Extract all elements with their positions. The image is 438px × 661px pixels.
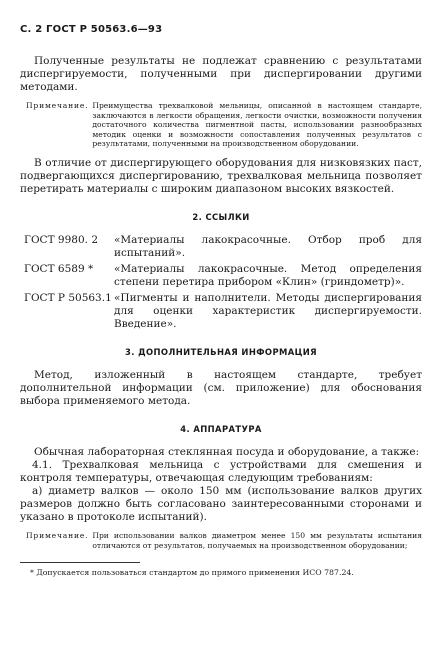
reference-code: ГОСТ Р 50563.1 <box>24 291 112 304</box>
item-4-1-a: а) диаметр валков — около 150 мм (использование валков других размеров должно быть согласовано заинтересованными сторонами и указано в протоколе испытаний). <box>20 484 422 523</box>
section-4-intro: Обычная лабораторная стеклянная посуда и оборудование, а также: <box>34 445 420 458</box>
section-2-title: 2. ССЫЛКИ <box>192 211 250 222</box>
note-2 <box>26 531 422 550</box>
page-header: С. 2 ГОСТ Р 50563.6—93 <box>20 24 163 35</box>
section-3-text: Метод, изложенный в настоящем стандарте, требует дополнительной информации (см. приложение) для обоснования выбора применяемого метода. <box>20 368 422 407</box>
document-page <box>20 24 422 578</box>
reference-item <box>20 292 422 331</box>
note-1-text: Преимущества трехвалковой мельницы, описанной в настоящем стандарте, заключаются в легкости обращения, легкости очистки, возможности получения достаточного количества пигментной пасты, использовании разнообразных методик оценки и возможности сопоставления полученных результатов с результатами, полученными на производственном оборудовании. <box>92 101 422 149</box>
footnote-separator <box>20 562 140 563</box>
note-2-label: Примечание. <box>26 530 89 540</box>
footnote: * Допускается пользоваться стандартом до прямого применения ИСО 787.24. <box>30 568 354 578</box>
intro-paragraph: Полученные результаты не подлежат сравнению с результатами диспергируемости, полученными при диспергировании другими методами. <box>20 55 422 93</box>
item-4-1: 4.1. Трехвалковая мельница с устройствами для смешения и контроля температуры, отвечающая следующим требованиям: <box>20 458 422 484</box>
note-2-text: При использовании валков диаметром менее 150 мм результаты испытания отличаются от результатов, получаемых на производственном оборудовании; <box>92 530 422 550</box>
note-1-label: Примечание. <box>26 101 89 110</box>
reference-code: ГОСТ 9980. 2 <box>24 233 99 246</box>
reference-code: ГОСТ 6589 * <box>24 262 94 275</box>
note-1 <box>26 101 422 149</box>
references-list <box>20 234 422 331</box>
reference-text: «Материалы лакокрасочные. Отбор проб для испытаний». <box>114 233 422 259</box>
reference-item <box>20 263 422 289</box>
section-3-title: 3. ДОПОЛНИТЕЛЬНАЯ ИНФОРМАЦИЯ <box>124 346 318 357</box>
section-4-title: 4. АППАРАТУРА <box>180 423 262 434</box>
reference-item <box>20 234 422 260</box>
contrast-paragraph: В отличие от диспергирующего оборудования для низковязких паст, подвергающихся диспергированию, трехвалковая мельница позволяет перетирать материалы с широким диапазоном высоких вязкостей. <box>20 156 422 195</box>
reference-text: «Пигменты и наполнители. Методы диспергирования для оценки характеристик диспергируемости. Введение». <box>114 291 422 330</box>
reference-text: «Материалы лакокрасочные. Метод определения степени перетира прибором «Клин» (гриндометр)». <box>114 262 422 288</box>
